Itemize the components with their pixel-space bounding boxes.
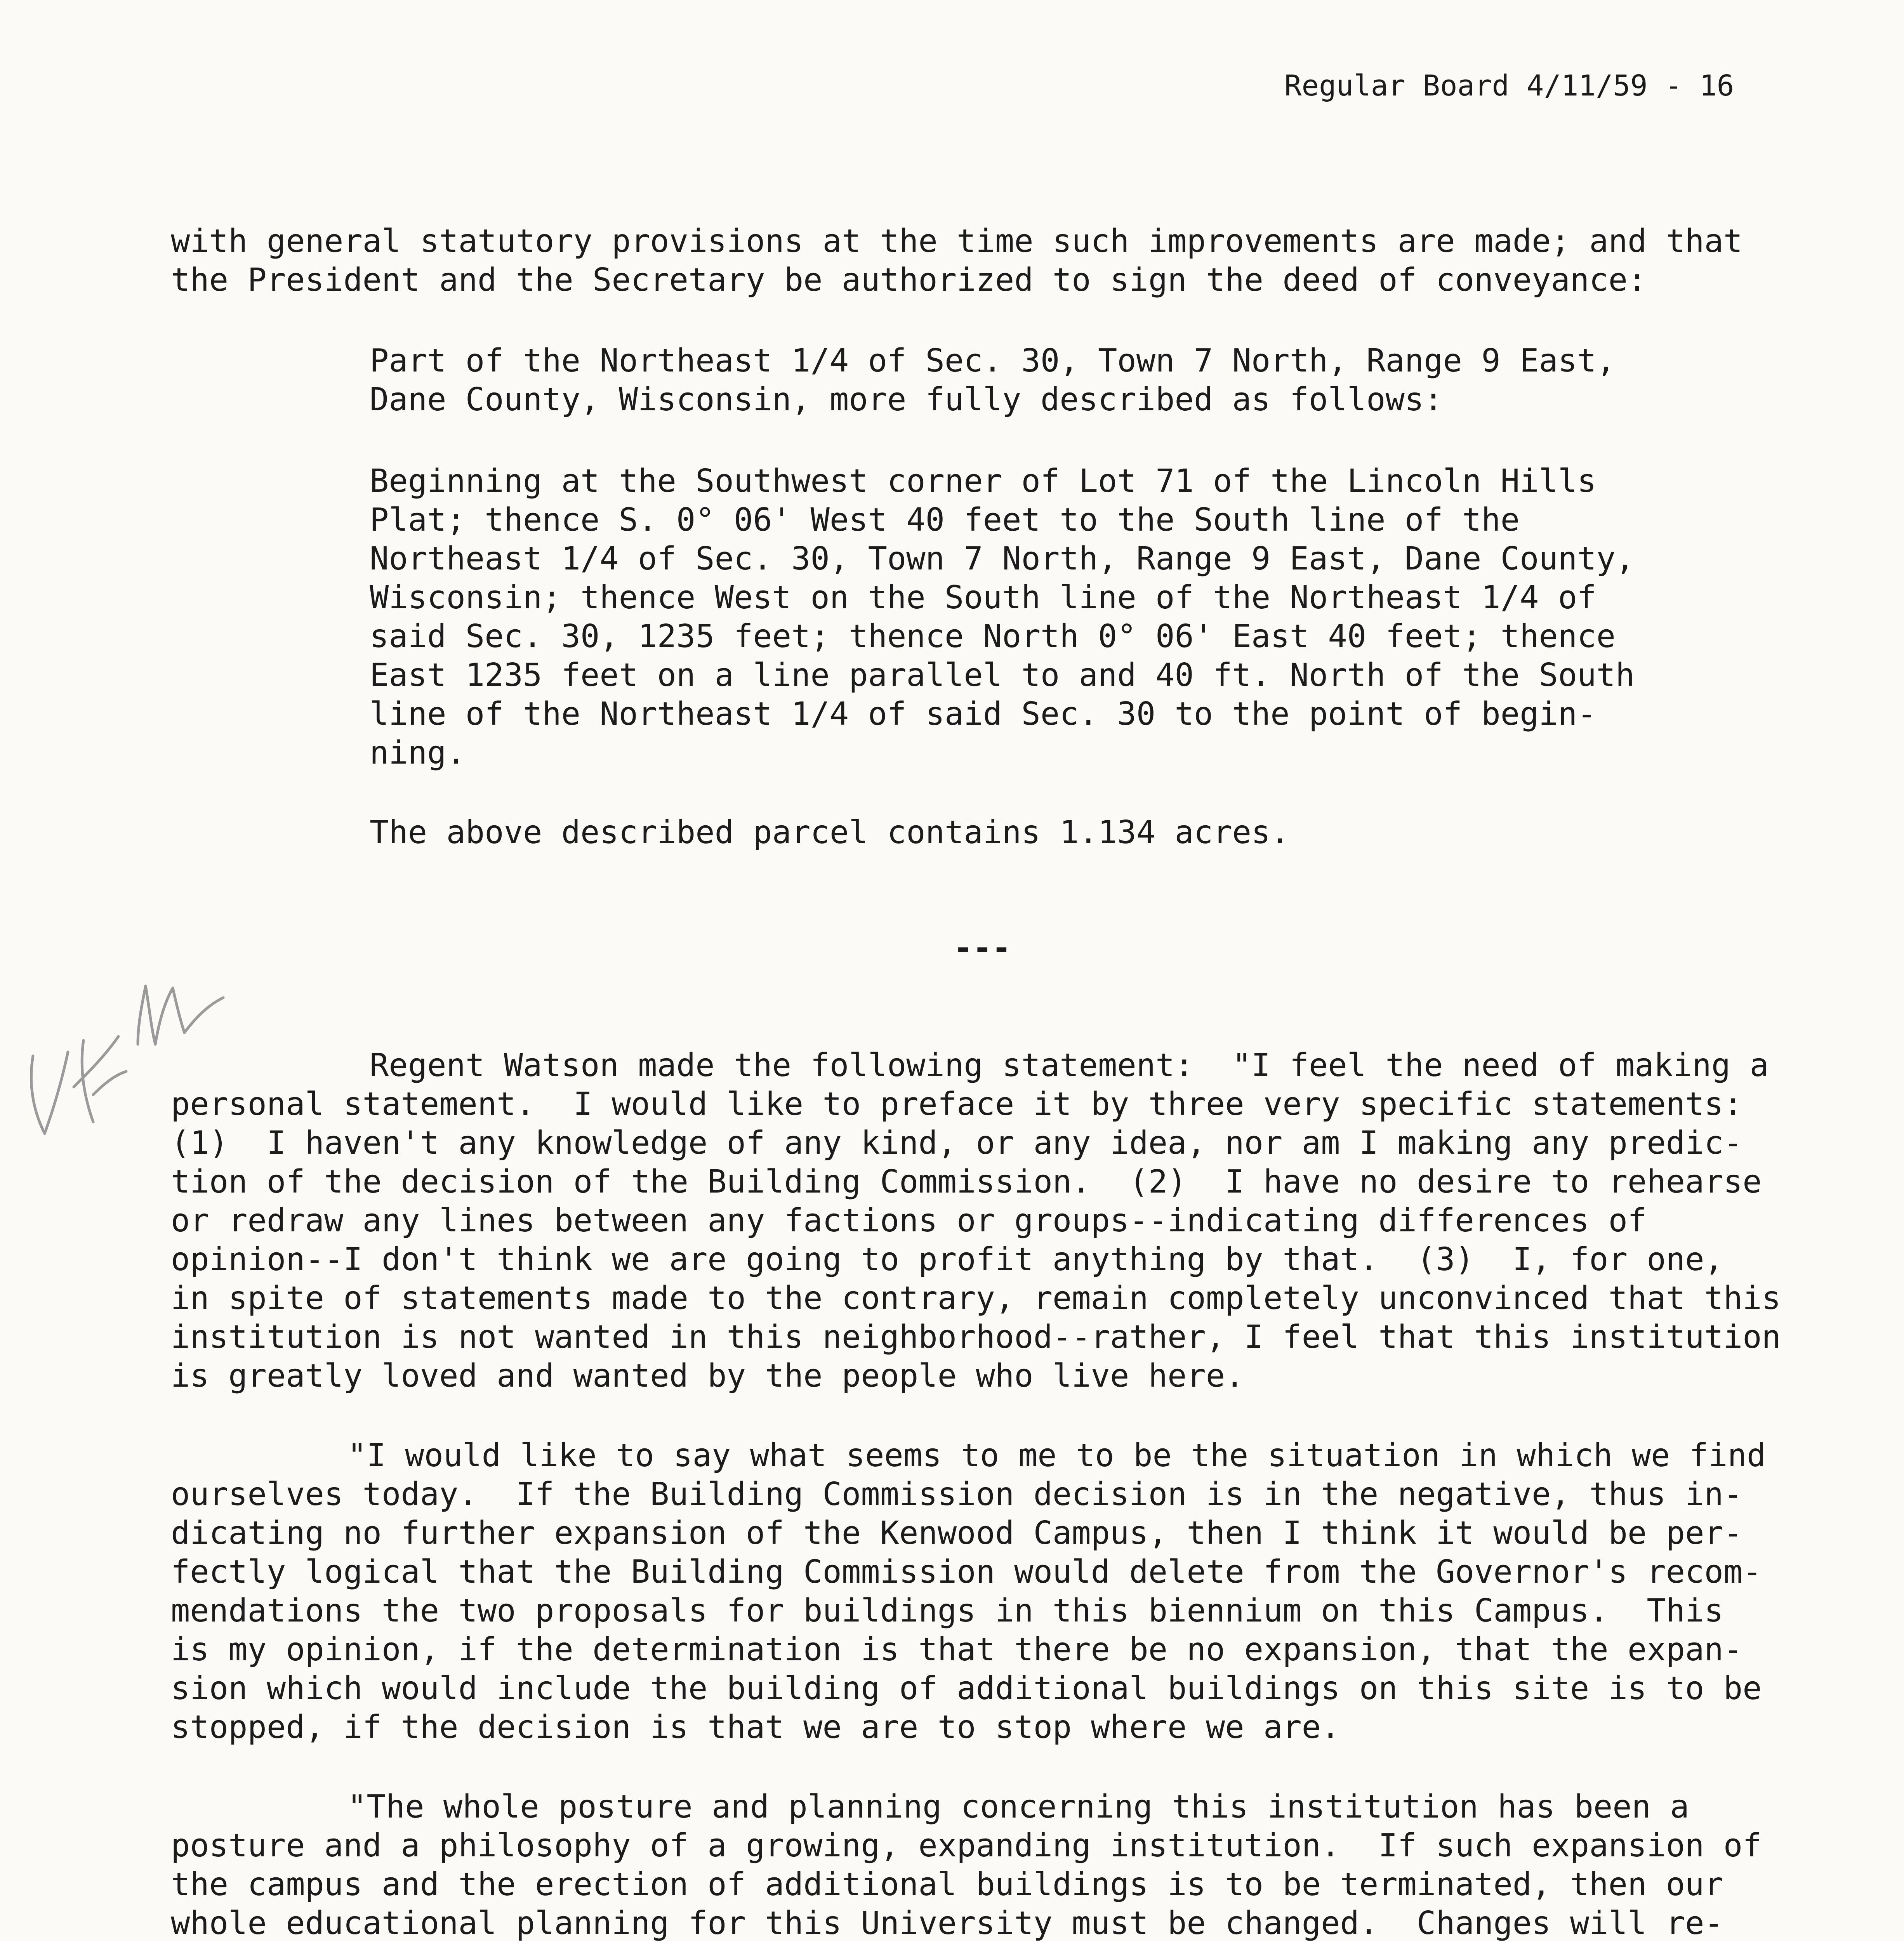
text-line: tion of the decision of the Building Commission. (2) I have no desire to rehearse xyxy=(171,1163,1762,1200)
text-line: Dane County, Wisconsin, more fully described as follows: xyxy=(370,381,1443,418)
text-line: is greatly loved and wanted by the people who live here. xyxy=(171,1358,1244,1394)
text-line: Regent Watson made the following statement: "I feel the need of making a xyxy=(370,1047,1769,1084)
text-line: Plat; thence S. 0° 06' West 40 feet to the South line of the xyxy=(370,502,1520,538)
text-line: Wisconsin; thence West on the South line of the Northeast 1/4 of xyxy=(370,579,1597,616)
section-separator: --- xyxy=(954,930,1011,967)
text-line: opinion--I don't think we are going to profit anything by that. (3) I, for one, xyxy=(171,1241,1723,1278)
acreage-statement: The above described parcel contains 1.134 acres. xyxy=(370,814,1290,851)
text-line: mendations the two proposals for buildings in this biennium on this Campus. This xyxy=(171,1592,1723,1629)
text-line: (1) I haven't any knowledge of any kind, or any idea, nor am I making any predic- xyxy=(171,1125,1743,1161)
text-line: line of the Northeast 1/4 of said Sec. 30 to the point of begin- xyxy=(370,696,1597,733)
text-line: dicating no further expansion of the Kenwood Campus, then I think it would be per- xyxy=(171,1515,1743,1552)
text-line: ourselves today. If the Building Commission decision is in the negative, thus in- xyxy=(171,1476,1743,1513)
text-line: or redraw any lines between any factions or groups--indicating differences of xyxy=(171,1202,1647,1239)
text-line: Beginning at the Southwest corner of Lot 71 of the Lincoln Hills xyxy=(370,463,1597,500)
text-line: the campus and the erection of additional buildings is to be terminated, then our xyxy=(171,1866,1723,1903)
text-line: in spite of statements made to the contrary, remain completely unconvinced that this xyxy=(171,1280,1781,1317)
text-line: whole educational planning for this University must be changed. Changes will re- xyxy=(171,1905,1723,1941)
text-line: "The whole posture and planning concerning this institution has been a xyxy=(347,1788,1689,1825)
text-line: is my opinion, if the determination is that there be no expansion, that the expan- xyxy=(171,1631,1743,1668)
running-header: Regular Board 4/11/59 - 16 xyxy=(1284,69,1734,102)
text-line: Part of the Northeast 1/4 of Sec. 30, Town 7 North, Range 9 East, xyxy=(370,342,1616,379)
text-line: institution is not wanted in this neighborhood--rather, I feel that this institution xyxy=(171,1319,1781,1356)
text-line: "I would like to say what seems to me to be the situation in which we find xyxy=(347,1437,1766,1474)
text-line: said Sec. 30, 1235 feet; thence North 0° 06' East 40 feet; thence xyxy=(370,618,1616,655)
text-line: with general statutory provisions at the time such improvements are made; and that xyxy=(171,223,1743,260)
text-line: personal statement. I would like to preface it by three very specific statements: xyxy=(171,1086,1743,1123)
text-line: East 1235 feet on a line parallel to and 40 ft. North of the South xyxy=(370,657,1635,694)
text-line: Northeast 1/4 of Sec. 30, Town 7 North, Range 9 East, Dane County, xyxy=(370,540,1635,577)
text-line: the President and the Secretary be authorized to sign the deed of conveyance: xyxy=(171,262,1647,299)
text-line: fectly logical that the Building Commission would delete from the Governor's recom- xyxy=(171,1554,1762,1590)
text-line: ning. xyxy=(370,734,466,771)
text-line: posture and a philosophy of a growing, expanding institution. If such expansion of xyxy=(171,1827,1762,1864)
text-line: stopped, if the decision is that we are to stop where we are. xyxy=(171,1709,1340,1746)
text-line: sion which would include the building of additional buildings on this site is to be xyxy=(171,1670,1762,1707)
